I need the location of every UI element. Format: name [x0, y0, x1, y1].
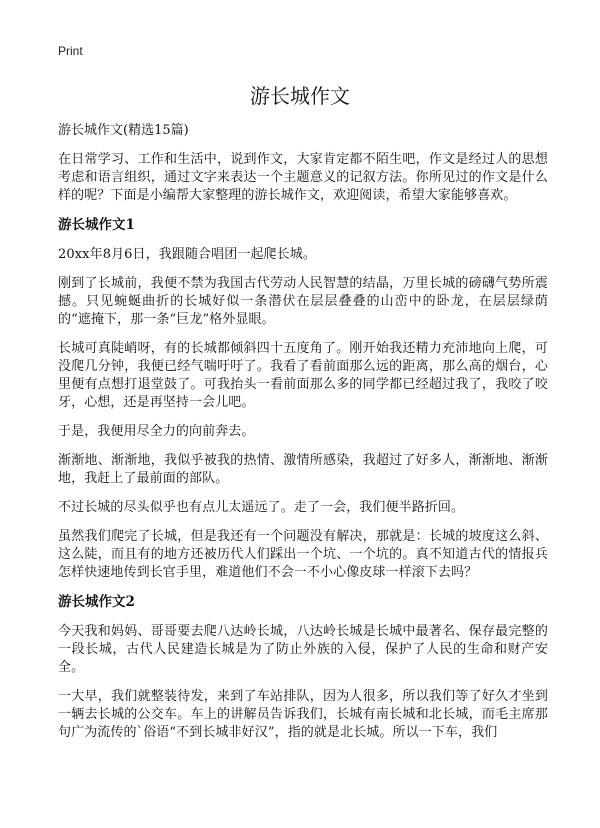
intro-paragraph: 在日常学习、工作和生活中，说到作文，大家肯定都不陌生吧，作文是经过人的思想考虑和语言组织，通过文字来表达一个主题意义的记叙方法。你所见过的作文是什么样的呢？下面是小编帮大家整理的游长城作文，欢迎阅读，希望大家能够喜欢。 — [58, 152, 548, 203]
paragraph: 渐渐地、渐渐地，我似乎被我的热情、激情所感染，我超过了好多人，渐渐地、渐渐地，我赶上了最前面的部队。 — [58, 453, 548, 486]
paragraph: 20xx年8月6日，我跟随合唱团一起爬长城。 — [58, 247, 316, 262]
paragraph: 一大早，我们就整装待发，来到了车站排队，因为人很多，所以我们等了好久才坐到一辆去长城的公交车。车上的讲解员告诉我们，长城有南长城和北长城，而毛主席那句广为流传的`俗语“不到长城非好汉”，指的就是北长城。所以一下车，我们 — [58, 689, 548, 740]
paragraph: 长城可真陡峭呀，有的长城都倾斜四十五度角了。刚开始我还精力充沛地向上爬，可没爬几分钟，我便已经气喘吁吁了。我看了看前面那么远的距离，那么高的烟台，心里便有点想打退堂鼓了。可我抬头一看前面那么多的同学都已经超过我了，我咬了咬牙，心想，还是再坚持一会儿吧。 — [58, 341, 548, 410]
section-heading: 游长城作文2 — [58, 594, 135, 610]
paragraph: 今天我和妈妈、哥哥要去爬八达岭长城，八达岭长城是长城中最著名、保存最完整的一段长城，古代人民建造长城是为了防止外族的入侵，保护了人民的生命和财产安全。 — [58, 624, 548, 675]
print-link[interactable]: Print — [58, 44, 83, 58]
document-body — [58, 122, 548, 753]
page-title: 游长城作文 — [250, 84, 350, 108]
paragraph: 虽然我们爬完了长城，但是我还有一个问题没有解决，那就是：长城的坡度这么斜、这么陡，而且有的地方还被历代人们踩出一个坑、一个坑的。真不知道古代的情报兵怎样快速地传到长官手里，难道他们不会一不小心像皮球一样滚下去吗？ — [58, 529, 548, 580]
document-subtitle: 游长城作文(精选15篇) — [58, 123, 189, 138]
section-heading: 游长城作文1 — [58, 217, 135, 233]
paragraph: 不过长城的尽头似乎也有点儿太遥远了。走了一会，我们便半路折回。 — [58, 500, 465, 515]
paragraph: 刚到了长城前，我便不禁为我国古代劳动人民智慧的结晶，万里长城的磅礴气势所震撼。只见蜿蜒曲折的长城好似一条潜伏在层层叠叠的山峦中的卧龙，在层层绿荫的“遮掩下，那一条“巨龙”格外显眼。 — [58, 276, 548, 327]
paragraph: 于是，我便用尽全力的向前奔去。 — [58, 424, 255, 439]
